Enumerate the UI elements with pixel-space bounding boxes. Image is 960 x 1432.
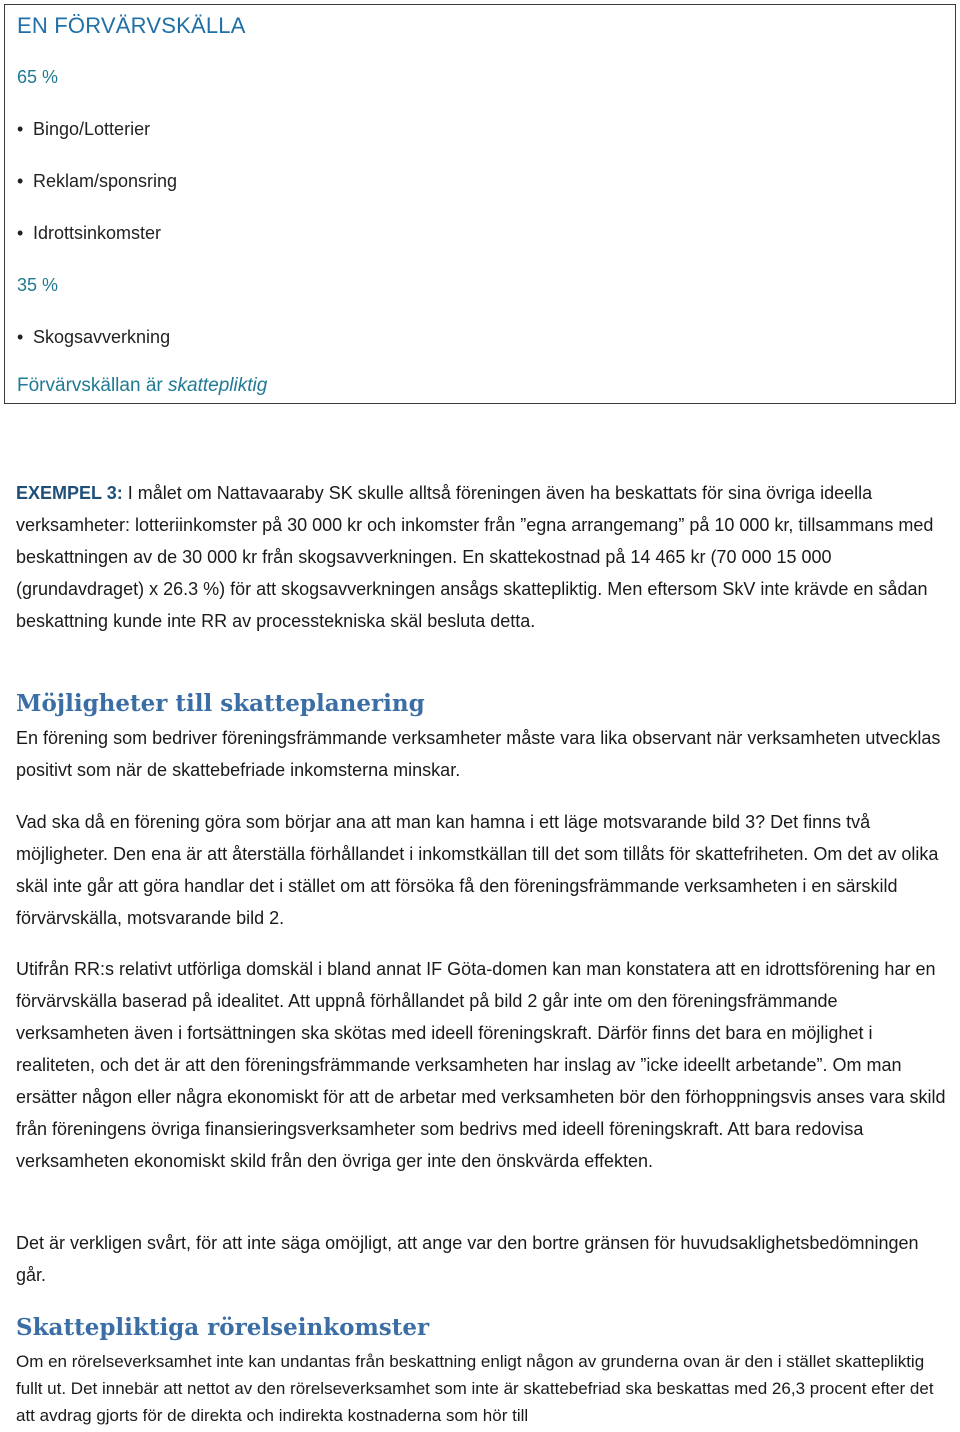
bullet-icon: • xyxy=(17,171,24,191)
list-item-label: Reklam/sponsring xyxy=(33,171,178,191)
list-item-label: Bingo/Lotterier xyxy=(33,119,151,139)
bullet-icon: • xyxy=(17,119,24,139)
footer-emphasis: skattepliktig xyxy=(168,375,268,396)
bullet-icon: • xyxy=(17,223,24,243)
paragraph: En förening som bedriver föreningsfrämmande verksamheter måste vara lika observant när verksamheten utvecklas positivt som när de skattebefriade inkomsterna minskar. xyxy=(16,728,941,780)
paragraph: Det är verkligen svårt, för att inte säga omöjligt, att ange var den bortre gränsen för huvudsaklighetsbedömningen går. xyxy=(16,1233,919,1285)
percentage-low: 35 % xyxy=(17,275,59,295)
income-source-box xyxy=(4,4,956,404)
percentage-high: 65 % xyxy=(17,67,59,87)
paragraph: Om en rörelseverksamhet inte kan undantas från beskattning enligt någon av grunderna ovan är den i stället skattepliktig fullt ut. Det innebär att nettot av den rörelseverksamhet som inte är skattebefriad ska beskattas med 26,3 procent efter det att avdrag gjorts för de direkta och indirekta kostnaderna som hör till xyxy=(16,1352,934,1425)
list-item xyxy=(17,223,161,244)
bullet-icon: • xyxy=(17,327,24,347)
footer-text: Förvärvskällan är xyxy=(17,375,168,396)
box-title: EN FÖRVÄRVSKÄLLA xyxy=(17,13,246,38)
box-footer xyxy=(17,375,267,397)
paragraph: Utifrån RR:s relativt utförliga domskäl i bland annat IF Göta-domen kan man konstatera att en idrottsförening har en förvärvskälla baserad på idealitet. Att uppnå förhållandet på bild 2 går inte om den föreningsfrämmande verksamheten även i fortsättningen ska skötas med ideell föreningskraft. Därför finns det bara en möjlighet i realiteten, och det är att den föreningsfrämmande verksamheten har inslag av ”icke ideellt arbetande”. Om man ersätter någon eller några ekonomiskt för att de arbetar med verksamheten bör den förhoppningsvis anses vara skild från föreningens övriga finansieringsverksamheter som bedrivs med ideell föreningskraft. Att bara redovisa verksamheten ekonomiskt skild från den övriga ger inte den önskvärda effekten. xyxy=(16,959,946,1171)
list-item xyxy=(17,327,170,348)
list-item-label: Idrottsinkomster xyxy=(33,223,162,243)
example-text: I målet om Nattavaaraby SK skulle alltså föreningen även ha beskattats för sina övriga ideella verksamheter: lotteriinkomster på 30 000 kr och inkomster från ”egna arrangemang” på 10 000 kr, tillsammans med beskattningen av de 30 000 kr från skogsavverkningen. En skattekostnad på 14 465 kr (70 000 15 000 (grundavdraget) x 26.3 %) för att skogsavverkningen ansågs skattepliktig. Men eftersom SkV inte krävde en sådan beskattning kunde inte RR av processtekniska skäl besluta detta. xyxy=(16,483,934,631)
list-item xyxy=(17,119,150,140)
example-label: EXEMPEL 3: xyxy=(16,483,123,503)
section-heading-taxable-business-income: Skattepliktiga rörelseinkomster xyxy=(16,1314,430,1341)
list-item-label: Skogsavverkning xyxy=(33,327,171,347)
section-heading-tax-planning: Möjligheter till skatteplanering xyxy=(16,690,425,717)
example-paragraph xyxy=(16,477,946,637)
paragraph: Vad ska då en förening göra som börjar ana att man kan hamna i ett läge motsvarande bild 3? Det finns två möjligheter. Den ena är att återställa förhållandet i inkomstkällan till det som tillåts för skattefriheten. Om det av olika skäl inte går att göra handlar det i stället om att försöka få den föreningsfrämmande verksamheten i en särskild förvärvskälla, motsvarande bild 2. xyxy=(16,812,939,928)
list-item xyxy=(17,171,177,192)
